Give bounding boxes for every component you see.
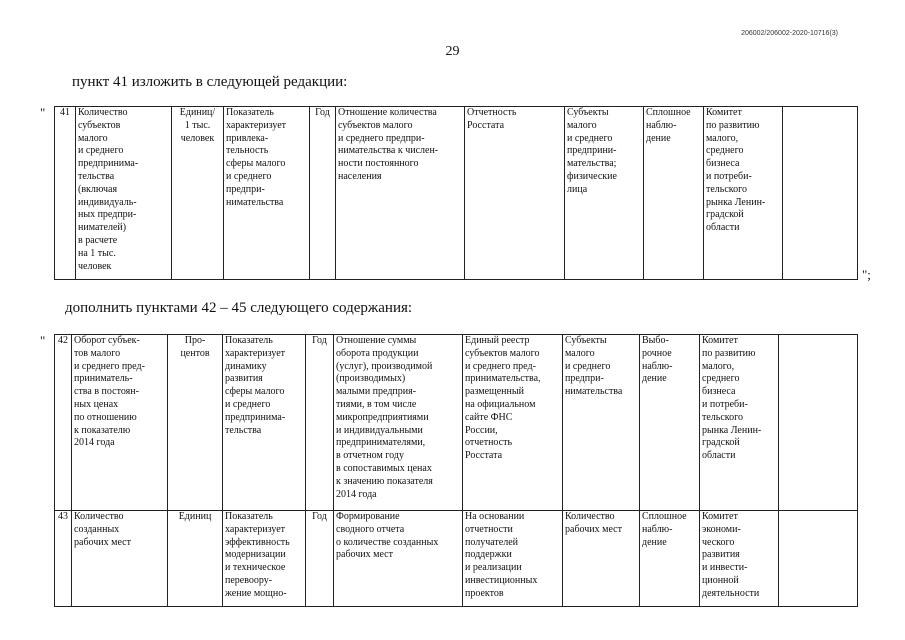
cell-unit: Единиц/ 1 тыс. человек — [172, 107, 224, 280]
cell-unit: Про- центов — [168, 335, 223, 511]
cell-extra — [779, 335, 858, 511]
cell-num: 42 — [55, 335, 72, 511]
cell-observation-units: Количество рабочих мест — [563, 511, 640, 607]
table-row — [55, 107, 858, 280]
cell-num: 43 — [55, 511, 72, 607]
cell-observation-type: Выбо- рочное наблю- дение — [640, 335, 700, 511]
cell-observation-type: Сплошное наблю- дение — [640, 511, 700, 607]
cell-source: Отчетность Росстата — [465, 107, 565, 280]
cell-method: Отношение количества субъектов малого и среднего предпри- нимательства к числен- ности постоянного населения — [336, 107, 465, 280]
cell-responsible: Комитет по развитию малого, среднего бизнеса и потреби- тельского рынка Ленин- градской области — [700, 335, 779, 511]
cell-characteristic: Показатель характеризует динамику развития сферы малого и среднего предпринима- тельства — [223, 335, 306, 511]
cell-characteristic: Показатель характеризует привлека- тельность сферы малого и среднего предпри- нимательства — [224, 107, 310, 280]
heading-item-41: пункт 41 изложить в следующей редакции: — [72, 74, 348, 90]
cell-method: Отношение суммы оборота продукции (услуг), производимой (производимых) малыми предприя- тиями, в том числе микропредприятиями и индивидуальными предпринимателями, в отчетном году в сопоставимых ценах к значению показателя 2014 года — [334, 335, 463, 511]
cell-extra — [779, 511, 858, 607]
cell-indicator-name: Количество созданных рабочих мест — [72, 511, 168, 607]
cell-indicator-name: Оборот субъек- тов малого и среднего пред- приниматель- ства в постоян- ных ценах по отношению к показателю 2014 года — [72, 335, 168, 511]
cell-indicator-name: Количество субъектов малого и среднего предпринима- тельства (включая индивидуаль- ных предпри- нимателей) в расчете на 1 тыс. человек — [76, 107, 172, 280]
open-quote-1: " — [40, 105, 46, 120]
document-code: 206002/206002-2020-10716(3) — [741, 30, 838, 37]
cell-responsible: Комитет экономи- ческого развития и инвести- ционной деятельности — [700, 511, 779, 607]
cell-num: 41 — [55, 107, 76, 280]
cell-characteristic: Показатель характеризует эффективность модернизации и техническое перевоору- жение мощно- — [223, 511, 306, 607]
cell-period: Год — [310, 107, 336, 280]
cell-source: На основании отчетности получателей поддержки и реализации инвестиционных проектов — [463, 511, 563, 607]
table-item-41 — [54, 106, 858, 280]
open-quote-2: " — [40, 333, 46, 348]
close-quote: "; — [862, 267, 871, 282]
cell-method: Формирование сводного отчета о количестве созданных рабочих мест — [334, 511, 463, 607]
table-row — [55, 335, 858, 511]
cell-observation-type: Сплошное наблю- дение — [644, 107, 704, 280]
heading-items-42-45: дополнить пунктами 42 – 45 следующего содержания: — [65, 300, 413, 316]
table-row — [55, 511, 858, 607]
cell-source: Единый реестр субъектов малого и среднего пред- принимательства, размещенный на официальном сайте ФНС России, отчетность Росстата — [463, 335, 563, 511]
cell-responsible: Комитет по развитию малого, среднего бизнеса и потреби- тельского рынка Ленин- градской области — [704, 107, 783, 280]
cell-observation-units: Субъекты малого и среднего предприни- мательства; физические лица — [565, 107, 644, 280]
cell-extra — [783, 107, 858, 280]
cell-unit: Единиц — [168, 511, 223, 607]
table-items-42-43 — [54, 334, 858, 607]
cell-period: Год — [306, 511, 334, 607]
cell-observation-units: Субъекты малого и среднего предпри- нимательства — [563, 335, 640, 511]
cell-period: Год — [306, 335, 334, 511]
page-number: 29 — [445, 44, 460, 59]
